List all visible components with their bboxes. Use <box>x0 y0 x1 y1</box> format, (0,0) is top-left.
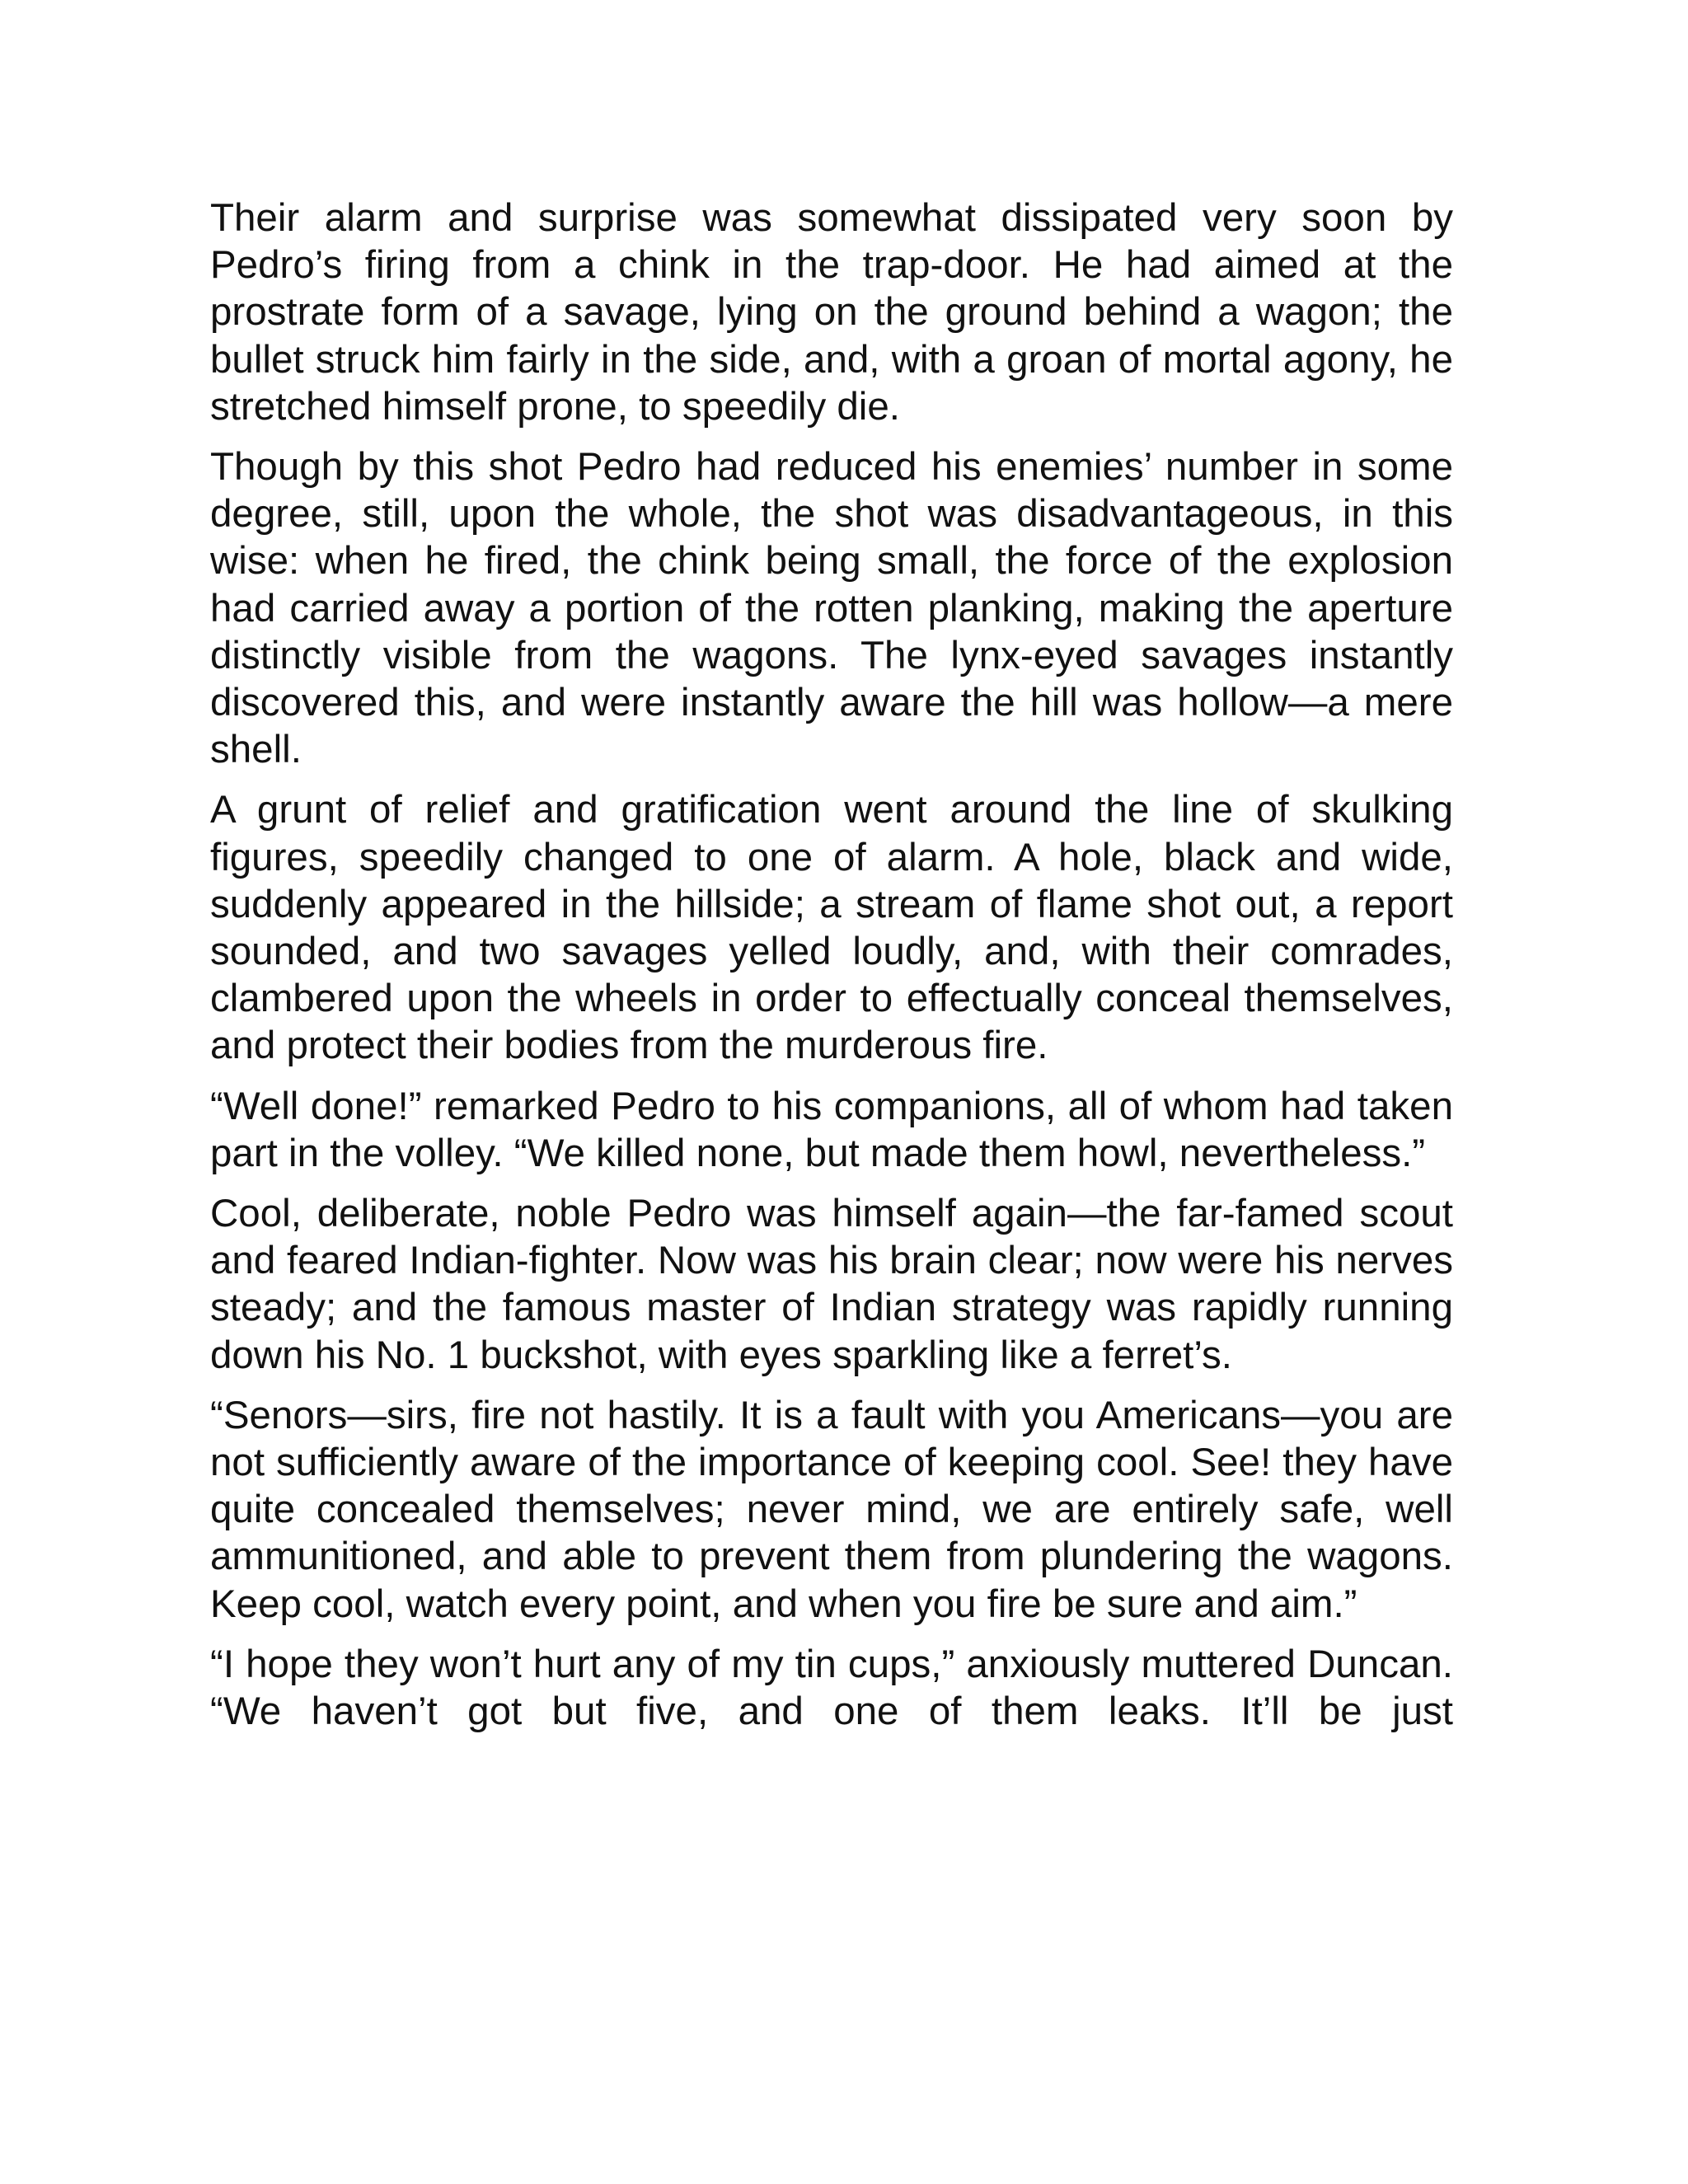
paragraph: Cool, deliberate, noble Pedro was himself again—the far-famed scout and feared Indian-fighter. Now was his brain clear; now were his nerves steady; and the famous master of Indian strategy was rapidly running down his No. 1 buckshot, with eyes sparkling like a ferret’s. <box>210 1192 1453 1377</box>
paragraph: A grunt of relief and gratification went around the line of skulking figures, speedily changed to one of alarm. A hole, black and wide, suddenly appeared in the hillside; a stream of flame shot out, a report sounded, and two savages yelled loudly, and, with their comrades, clambered upon the wheels in order to effectually conceal themselves, and protect their bodies from the murderous fire. <box>210 788 1453 1068</box>
paragraph: “Senors—sirs, fire not hastily. It is a fault with you Americans—you are not sufficiently aware of the importance of keeping cool. See! they have quite concealed themselves; never mind, we are entirely safe, well ammunitioned, and able to prevent them from plundering the wagons. Keep cool, watch every point, and when you fire be sure and aim.” <box>210 1393 1453 1626</box>
page-body <box>210 194 1453 1748</box>
paragraph: “I hope they won’t hurt any of my tin cups,” anxiously muttered Duncan. “We haven’t got but five, and one of them leaks. It’ll be just <box>210 1642 1453 1734</box>
paragraph: “Well done!” remarked Pedro to his companions, all of whom had taken part in the volley. “We killed none, but made them howl, nevertheless.” <box>210 1084 1453 1175</box>
paragraph: Their alarm and surprise was somewhat dissipated very soon by Pedro’s firing from a chink in the trap-door. He had aimed at the prostrate form of a savage, lying on the ground behind a wagon; the bullet struck him fairly in the side, and, with a groan of mortal agony, he stretched himself prone, to speedily die. <box>210 196 1453 429</box>
paragraph: Though by this shot Pedro had reduced his enemies’ number in some degree, still, upon the whole, the shot was disadvantageous, in this wise: when he fired, the chink being small, the force of the explosion had carried away a portion of the rotten planking, making the aperture distinctly visible from the wagons. The lynx-eyed savages instantly discovered this, and were instantly aware the hill was hollow—a mere shell. <box>210 445 1453 772</box>
